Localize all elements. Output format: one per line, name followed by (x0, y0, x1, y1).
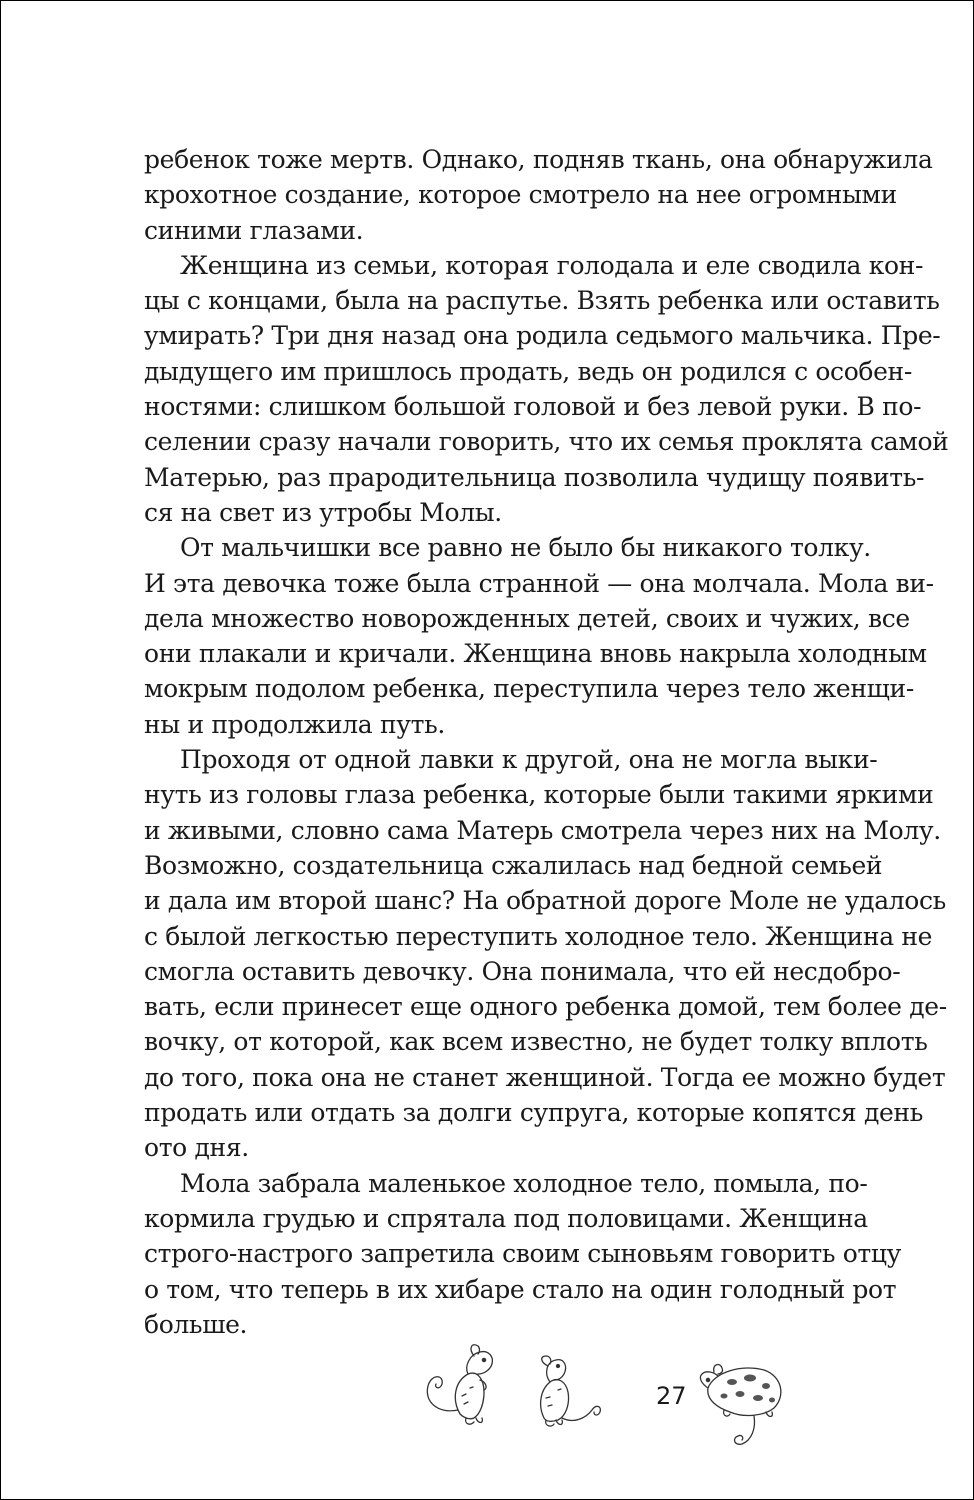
text-line: и дала им второй шанс? На обратной дороге Моле не удалось (144, 886, 946, 916)
text-line: Матерью, раз прародительница позволила чудищу появить- (144, 462, 925, 492)
text-line: селении сразу начали говорить, что их семья проклята самой (144, 427, 949, 457)
text-line: крохотное создание, которое смотрело на нее огромными (144, 180, 897, 210)
text-line: до того, пока она не станет женщиной. Тогда ее можно будет (144, 1062, 946, 1092)
text-line: И эта девочка тоже была странной — она молчала. Мола ви- (144, 568, 934, 598)
text-line: нуть из головы глаза ребенка, которые были такими яркими (144, 780, 934, 810)
mouse-curled-icon (694, 1358, 804, 1458)
text-line: Мола забрала маленькое холодное тело, помыла, по- (180, 1168, 868, 1198)
paragraph-2 (144, 248, 949, 530)
paragraph-4 (144, 742, 947, 1166)
text-line: они плакали и кричали. Женщина вновь накрыла холодным (144, 639, 927, 669)
text-line: о том, что теперь в их хибаре стало на один голодный рот (144, 1274, 897, 1304)
text-line: синими глазами. (144, 215, 364, 245)
paragraph-5 (144, 1166, 902, 1342)
text-line: ностями: слишком большой головой и без левой руки. В по- (144, 392, 922, 422)
text-line: дела множество новорожденных детей, своих и чужих, все (144, 603, 910, 633)
text-line: смогла оставить девочку. Она понимала, что ей несдобро- (144, 956, 901, 986)
text-line: кормила грудью и спрятала под половицами. Женщина (144, 1203, 868, 1233)
text-line: ся на свет из утробы Молы. (144, 497, 502, 527)
mouse-sitting-icon (418, 1340, 518, 1430)
text-line: больше. (144, 1309, 248, 1339)
text-line: мокрым подолом ребенка, переступила через тело женщи- (144, 674, 914, 704)
text-line: Возможно, создательница сжалилась над бедной семьей (144, 850, 883, 880)
text-line: Проходя от одной лавки к другой, она не могла выки- (180, 745, 878, 775)
text-line: вочку, от которой, как всем известно, не будет толку вплоть (144, 1027, 928, 1057)
body-text (144, 142, 949, 1342)
text-line: ребенок тоже мертв. Однако, подняв ткань, она обнаружила (144, 145, 933, 174)
text-line: строго-настрого запретила своим сыновьям говорить отцу (144, 1239, 902, 1269)
text-line: ото дня. (144, 1133, 249, 1163)
paragraph-3 (144, 530, 934, 742)
text-line: вать, если принесет еще одного ребенка домой, тем более де- (144, 992, 947, 1022)
text-line: дыдущего им пришлось продать, ведь он родился с особен- (144, 356, 912, 386)
text-line: умирать? Три дня назад она родила седьмого мальчика. Пре- (144, 321, 941, 351)
text-line: и живыми, словно сама Матерь смотрела через них на Молу. (144, 815, 941, 845)
text-line: ны и продолжила путь. (144, 709, 445, 739)
mouse-standing-icon (522, 1354, 612, 1434)
text-line: Женщина из семьи, которая голодала и еле сводила кон- (180, 250, 924, 280)
page-number: 27 (656, 1382, 687, 1410)
text-line: цы с концами, была на распутье. Взять ребенка или оставить (144, 286, 940, 316)
text-line: От мальчишки все равно не было бы никакого толку. (180, 533, 871, 563)
text-line: продать или отдать за долги супруга, которые копятся день (144, 1098, 924, 1128)
page-footer (0, 1340, 974, 1460)
text-line: с былой легкостью переступить холодное тело. Женщина не (144, 921, 933, 951)
paragraph-1 (144, 142, 933, 248)
